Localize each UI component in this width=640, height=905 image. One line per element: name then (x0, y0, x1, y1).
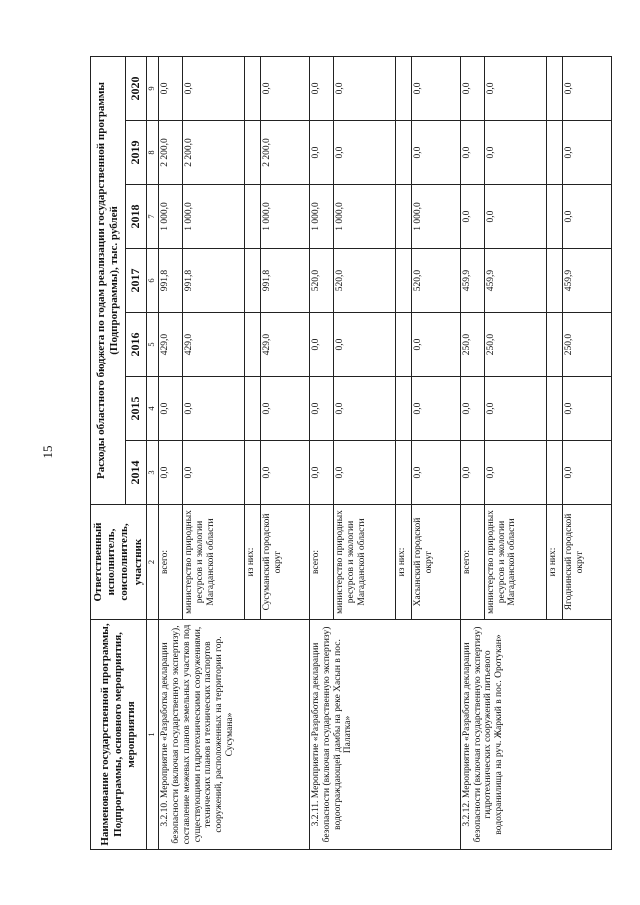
budget-value: 0,0 (562, 441, 611, 505)
responsible-executor: Хасынский городской округ (411, 505, 460, 620)
budget-value: 250,0 (484, 313, 546, 377)
header-row-1 (91, 56, 126, 849)
budget-value: 459,9 (484, 249, 546, 313)
budget-value (244, 313, 260, 377)
budget-value: 1 000,0 (182, 185, 244, 249)
budget-value: 991,8 (260, 249, 309, 313)
budget-value (244, 249, 260, 313)
budget-value: 520,0 (411, 249, 460, 313)
header-year: 2016 (126, 313, 146, 377)
budget-value (244, 121, 260, 185)
budget-value: 0,0 (484, 56, 546, 120)
budget-value (395, 56, 411, 120)
budget-value: 459,9 (562, 249, 611, 313)
responsible-executor: из них: (244, 505, 260, 620)
budget-value (546, 185, 562, 249)
responsible-executor: всего: (158, 505, 182, 620)
header-name: Наименование государственной программы, Подпрограммы, основного мероприятия, мероприятия (91, 620, 147, 850)
table-row (158, 56, 182, 849)
budget-value (395, 441, 411, 505)
budget-value: 0,0 (484, 377, 546, 441)
budget-table (90, 56, 612, 850)
budget-value (546, 441, 562, 505)
header-year: 2017 (126, 249, 146, 313)
budget-value: 0,0 (484, 185, 546, 249)
budget-value: 0,0 (460, 56, 484, 120)
budget-value: 0,0 (411, 121, 460, 185)
table-row (309, 56, 333, 849)
budget-value: 429,0 (182, 313, 244, 377)
budget-value (395, 249, 411, 313)
budget-value: 459,9 (460, 249, 484, 313)
budget-value: 0,0 (562, 56, 611, 120)
budget-value: 0,0 (182, 377, 244, 441)
column-index: 8 (146, 121, 158, 185)
budget-value: 0,0 (411, 377, 460, 441)
responsible-executor: Ягоднинский городской округ (562, 505, 611, 620)
column-index: 5 (146, 313, 158, 377)
budget-value: 0,0 (309, 313, 333, 377)
budget-value (546, 249, 562, 313)
budget-value (546, 377, 562, 441)
budget-value: 2 200,0 (182, 121, 244, 185)
budget-value: 520,0 (333, 249, 395, 313)
budget-value: 250,0 (460, 313, 484, 377)
header-budget: Расходы областного бюджета по годам реализации государственной программы (Подпрограммы), тыс. рублей (91, 56, 126, 504)
responsible-executor: всего: (309, 505, 333, 620)
budget-value: 0,0 (182, 56, 244, 120)
measure-name: 3.2.12. Мероприятие «Разработка декларации безопасности (включая государственную экспертизу) гидротехнических сооружений питьевого водохранилища на руч. Жаркий в пос. Оротукан» (460, 620, 611, 850)
budget-value: 250,0 (562, 313, 611, 377)
budget-value: 991,8 (158, 249, 182, 313)
budget-value: 0,0 (309, 56, 333, 120)
budget-value: 0,0 (460, 185, 484, 249)
budget-value: 1 000,0 (411, 185, 460, 249)
budget-value: 0,0 (484, 121, 546, 185)
header-year: 2020 (126, 56, 146, 120)
header-year: 2015 (126, 377, 146, 441)
budget-value: 1 000,0 (260, 185, 309, 249)
budget-value (244, 185, 260, 249)
budget-value: 0,0 (260, 441, 309, 505)
column-index: 4 (146, 377, 158, 441)
budget-value: 0,0 (411, 441, 460, 505)
column-index: 7 (146, 185, 158, 249)
column-index: 3 (146, 441, 158, 505)
budget-value (546, 313, 562, 377)
budget-value (395, 121, 411, 185)
budget-value: 991,8 (182, 249, 244, 313)
rotated-table-wrapper (90, 58, 602, 850)
budget-value (395, 313, 411, 377)
budget-value: 0,0 (260, 377, 309, 441)
header-year: 2014 (126, 441, 146, 505)
budget-value: 0,0 (460, 441, 484, 505)
responsible-executor: министерство природных ресурсов и экологии Магаданской области (182, 505, 244, 620)
budget-value: 0,0 (460, 121, 484, 185)
budget-value (244, 56, 260, 120)
budget-value: 0,0 (562, 121, 611, 185)
budget-value: 0,0 (484, 441, 546, 505)
budget-value: 2 200,0 (158, 121, 182, 185)
budget-value: 0,0 (333, 56, 395, 120)
budget-value: 0,0 (158, 377, 182, 441)
table-body (158, 56, 611, 849)
budget-value (244, 441, 260, 505)
column-index: 9 (146, 56, 158, 120)
budget-value (395, 185, 411, 249)
budget-value: 0,0 (309, 121, 333, 185)
budget-value: 0,0 (309, 441, 333, 505)
column-index: 6 (146, 249, 158, 313)
column-index-row (146, 56, 158, 849)
budget-value: 0,0 (411, 56, 460, 120)
budget-value: 0,0 (158, 441, 182, 505)
budget-value: 429,0 (158, 313, 182, 377)
budget-value: 2 200,0 (260, 121, 309, 185)
budget-value: 0,0 (182, 441, 244, 505)
budget-value: 429,0 (260, 313, 309, 377)
table-row (460, 56, 484, 849)
measure-name: 3.2.11. Мероприятие «Разработка декларации безопасности (включая государственную экспертизу) водоограждающей дамбы на реке Хасын в пос. Палатка» (309, 620, 460, 850)
budget-value: 1 000,0 (333, 185, 395, 249)
budget-value: 1 000,0 (309, 185, 333, 249)
budget-value (546, 121, 562, 185)
responsible-executor: из них: (546, 505, 562, 620)
budget-value: 0,0 (333, 313, 395, 377)
responsible-executor: всего: (460, 505, 484, 620)
budget-value: 0,0 (333, 441, 395, 505)
budget-value: 0,0 (562, 185, 611, 249)
responsible-executor: министерство природных ресурсов и экологии Магаданской области (484, 505, 546, 620)
header-year: 2019 (126, 121, 146, 185)
responsible-executor: из них: (395, 505, 411, 620)
budget-value (546, 56, 562, 120)
budget-value: 0,0 (309, 377, 333, 441)
page-number: 15 (40, 445, 55, 459)
budget-value: 0,0 (333, 377, 395, 441)
budget-value: 1 000,0 (158, 185, 182, 249)
budget-value: 0,0 (411, 313, 460, 377)
column-index: 2 (146, 505, 158, 620)
budget-value: 0,0 (562, 377, 611, 441)
budget-value: 0,0 (460, 377, 484, 441)
budget-value: 520,0 (309, 249, 333, 313)
budget-value: 0,0 (158, 56, 182, 120)
header-responsible: Ответственный исполнитель, соисполнитель, участник (91, 505, 147, 620)
responsible-executor: министерство природных ресурсов и экологии Магаданской области (333, 505, 395, 620)
column-index: 1 (146, 620, 158, 850)
measure-name: 3.2.10. Мероприятие «Разработка декларации безопасности (включая государственную экспертизу), составление межевых планов земельных участков под существующими гидротехническими сооружениями, технических планов и технических паспортов сооружений, расположенных на территории гор. Сусумана» (158, 620, 309, 850)
budget-value: 0,0 (260, 56, 309, 120)
budget-value: 0,0 (333, 121, 395, 185)
budget-value (244, 377, 260, 441)
header-year: 2018 (126, 185, 146, 249)
budget-value (395, 377, 411, 441)
responsible-executor: Сусуманский городской округ (260, 505, 309, 620)
